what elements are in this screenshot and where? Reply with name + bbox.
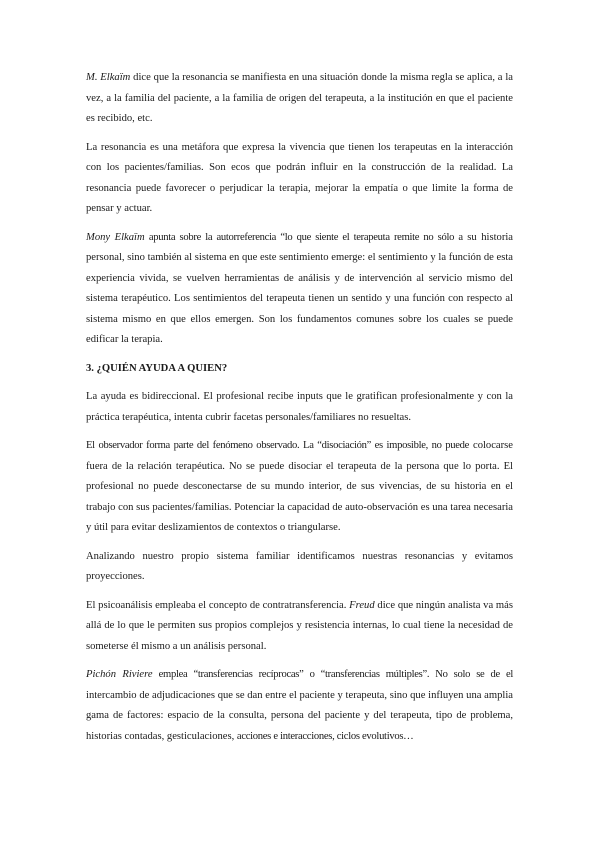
author-name: Mony Elkaïm (86, 231, 145, 243)
paragraph-autorreferencia (86, 228, 513, 351)
paragraph-text: su historia personal, sino también al sistema en que este sentimiento emerge: el sentimiento y la función de esta experiencia vivida, se vuelven herramientas de análisis y de intervención al servicio mismo del sistema terapéutico. Los sentimientos del terapeuta tienen un sentido y una función con respecto al sistema mismo en que ellos emergen. Son los fundamentos comunes sobre los cuales se puede edificar la terapia. (86, 231, 513, 345)
author-name: M. Elkaïm (86, 72, 131, 83)
paragraph-observador (86, 436, 513, 539)
paragraph-tail: acciones e interacciones, ciclos evolutivos… (236, 730, 414, 742)
paragraph-text: La resonancia es una metáfora que expresa la vivencia que tienen los terapeutas en la interacción con los pacientes/familias. Son ecos que podrán influir en la construcción de la realidad. La resonancia puede favorecer o perjudicar la terapia, mejorar la empatía o que limite la forma de pensar y actuar. (86, 141, 513, 214)
paragraph-lead: apunta sobre la autorreferencia “lo que siente el terapeuta remite no sólo a (144, 231, 463, 243)
paragraph-pichon-riviere (86, 665, 513, 747)
paragraph-lead: El observador forma parte del fenómeno observado. La “disociación” es imposible, no puede (86, 440, 470, 451)
author-name: Freud (349, 599, 375, 611)
paragraph-lead: emplea “transferencias recíprocas” o “transferencias múltiples”. No solo se de el (152, 669, 513, 680)
paragraph-ayuda-bidireccional (86, 387, 513, 428)
paragraph-text: dice que ningún analista va más allá de lo que le permiten sus propios complejos y resistencia internas, lo cual tiene la necesidad de someterse él mismo a un análisis personal. (86, 599, 513, 652)
paragraph-text: dice que la resonancia se manifiesta en una situación donde la misma regla se aplica, a la vez, a la familia del paciente, a la familia de origen del terapeuta, a la institución en que el paciente es recibido, etc. (86, 72, 513, 124)
paragraph-text: intercambio de adjudicaciones que se dan entre el paciente y terapeuta, sino que influyen una amplia gama de factores: espacio de la consulta, persona del paciente y del terapeuta, tipo de problema, historias contadas, gesticulaciones, (86, 689, 513, 742)
paragraph-text: Analizando nuestro propio sistema familiar identificamos nuestras resonancias y evitamos proyecciones. (86, 550, 513, 582)
paragraph-text: El psicoanálisis empleaba el concepto de contratransferencia. (86, 599, 350, 611)
paragraph-psicoanalisis (86, 596, 513, 658)
paragraph-analizando (86, 547, 513, 588)
paragraph-elkaim-resonancia (86, 68, 513, 130)
author-name: Pichón Riviere (86, 669, 153, 680)
paragraph-text: colocarse fuera de la relación terapéutica. No se puede disociar el terapeuta de la persona que lo porta. El profesional no puede desconectarse de su mundo interior, de sus vivencias, de su historia en el trabajo con sus pacientes/familias. Potenciar la capacidad de auto-observación es una tarea necesaria y útil para evitar deslizamientos de contextos o triangularse. (86, 440, 513, 533)
page-content (86, 68, 513, 755)
paragraph-resonancia-metafora (86, 138, 513, 220)
paragraph-text: La ayuda es bidireccional. El profesional recibe inputs que le gratifican profesionalmente y con la práctica terapéutica, intenta cubrir facetas personales/familiares no resueltas. (86, 391, 513, 423)
section-heading: 3. ¿QUIÉN AYUDA A QUIEN? (86, 362, 228, 374)
